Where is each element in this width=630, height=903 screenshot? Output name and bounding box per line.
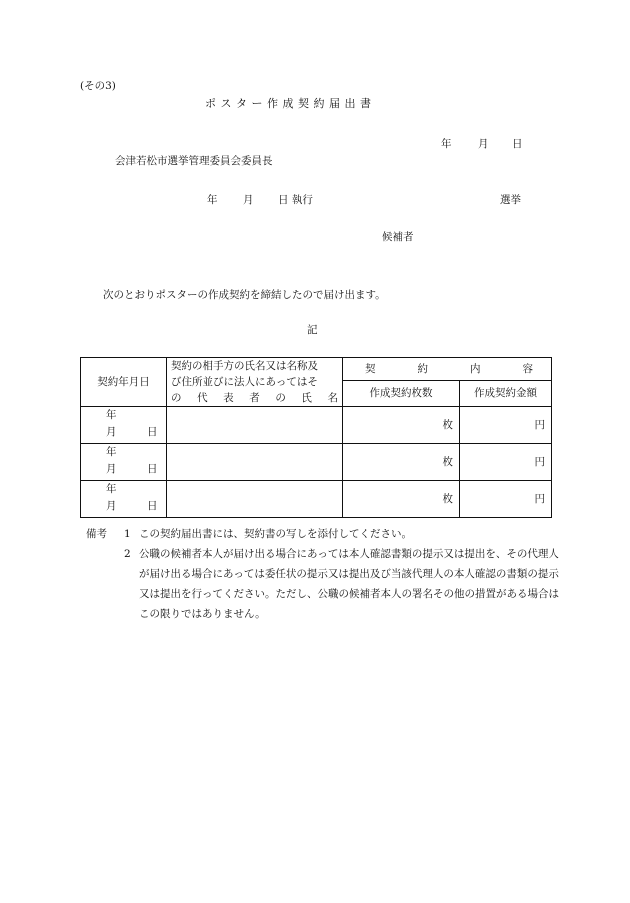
date-month: 月 (106, 463, 117, 475)
election-day-exec: 日 執行 (278, 194, 313, 206)
note-number: 2 (124, 548, 131, 560)
header-party-char: の (171, 392, 182, 404)
date-year: 年 (106, 446, 117, 458)
note-item (86, 544, 559, 624)
header-party-char: 表 (223, 392, 234, 404)
header-party-char: 代 (197, 392, 208, 404)
notes (86, 524, 559, 624)
table-row (81, 407, 552, 444)
header-party-line1: 契約の相手方の氏名又は名称及 (171, 360, 318, 372)
cell-count[interactable]: 枚 (343, 481, 460, 518)
form-number: (その3) (80, 80, 116, 92)
header-count: 作成契約枚数 (343, 381, 460, 407)
header-contract-date: 契約年月日 (81, 358, 167, 407)
cell-date (81, 407, 167, 444)
date-day: 日 (147, 500, 158, 512)
election-label: 選挙 (500, 194, 521, 206)
header-party-char: の (275, 392, 286, 404)
note-text: この契約届出書には、契約書の写しを添付してください。 (139, 528, 412, 540)
header-party-char: 氏 (301, 392, 312, 404)
header-contract-party (167, 358, 343, 407)
election-year: 年 (207, 194, 218, 206)
header-content-char: 約 (417, 362, 428, 375)
cell-party[interactable] (167, 407, 343, 444)
cell-count[interactable]: 枚 (343, 407, 460, 444)
cell-count[interactable]: 枚 (343, 444, 460, 481)
cell-party[interactable] (167, 444, 343, 481)
date-month: 月 (106, 426, 117, 438)
header-content-char: 内 (470, 362, 481, 375)
table-row (81, 444, 552, 481)
header-party-line3 (171, 390, 338, 406)
recipient: 会津若松市選挙管理委員会委員長 (115, 155, 273, 167)
notes-label: 備考 (86, 528, 107, 540)
cell-party[interactable] (167, 481, 343, 518)
header-date-year: 年 (441, 138, 452, 150)
date-month: 月 (106, 500, 117, 512)
table-row (81, 481, 552, 518)
contract-table (80, 357, 552, 518)
header-party-char: 名 (327, 392, 338, 404)
page-title: ポ ス タ ー 作 成 契 約 届 出 書 (205, 97, 372, 110)
cell-date (81, 481, 167, 518)
header-party-line2: び住所並びに法人にあってはそ (171, 376, 318, 388)
cell-amount[interactable]: 円 (460, 481, 552, 518)
table-header-row (81, 358, 552, 381)
note-item (86, 524, 559, 544)
cell-amount[interactable]: 円 (460, 444, 552, 481)
date-day: 日 (147, 463, 158, 475)
note-number: 1 (124, 528, 131, 540)
header-content-char: 容 (522, 362, 533, 375)
statement: 次のとおりポスターの作成契約を締結したので届け出ます。 (103, 289, 386, 301)
election-month: 月 (243, 194, 254, 206)
date-year: 年 (106, 483, 117, 495)
ki-mark: 記 (307, 324, 318, 336)
candidate-label: 候補者 (382, 231, 414, 243)
header-amount: 作成契約金額 (460, 381, 552, 407)
note-text: 公職の候補者本人が届け出る場合にあっては本人確認書類の提示又は提出を、その代理人が届け出る場合にあっては委任状の提示又は提出及び当該代理人の本人確認の書類の提示又は提出を行ってください。ただし、公職の候補者本人の署名その他の措置がある場合はこの限りではありません。 (139, 548, 559, 620)
cell-amount[interactable]: 円 (460, 407, 552, 444)
header-date-month: 月 (478, 138, 489, 150)
date-day: 日 (147, 426, 158, 438)
header-party-char: 者 (249, 392, 260, 404)
header-content-char: 契 (365, 362, 376, 375)
header-contract-content (343, 358, 552, 381)
date-year: 年 (106, 409, 117, 421)
cell-date (81, 444, 167, 481)
header-date-day: 日 (512, 138, 523, 150)
